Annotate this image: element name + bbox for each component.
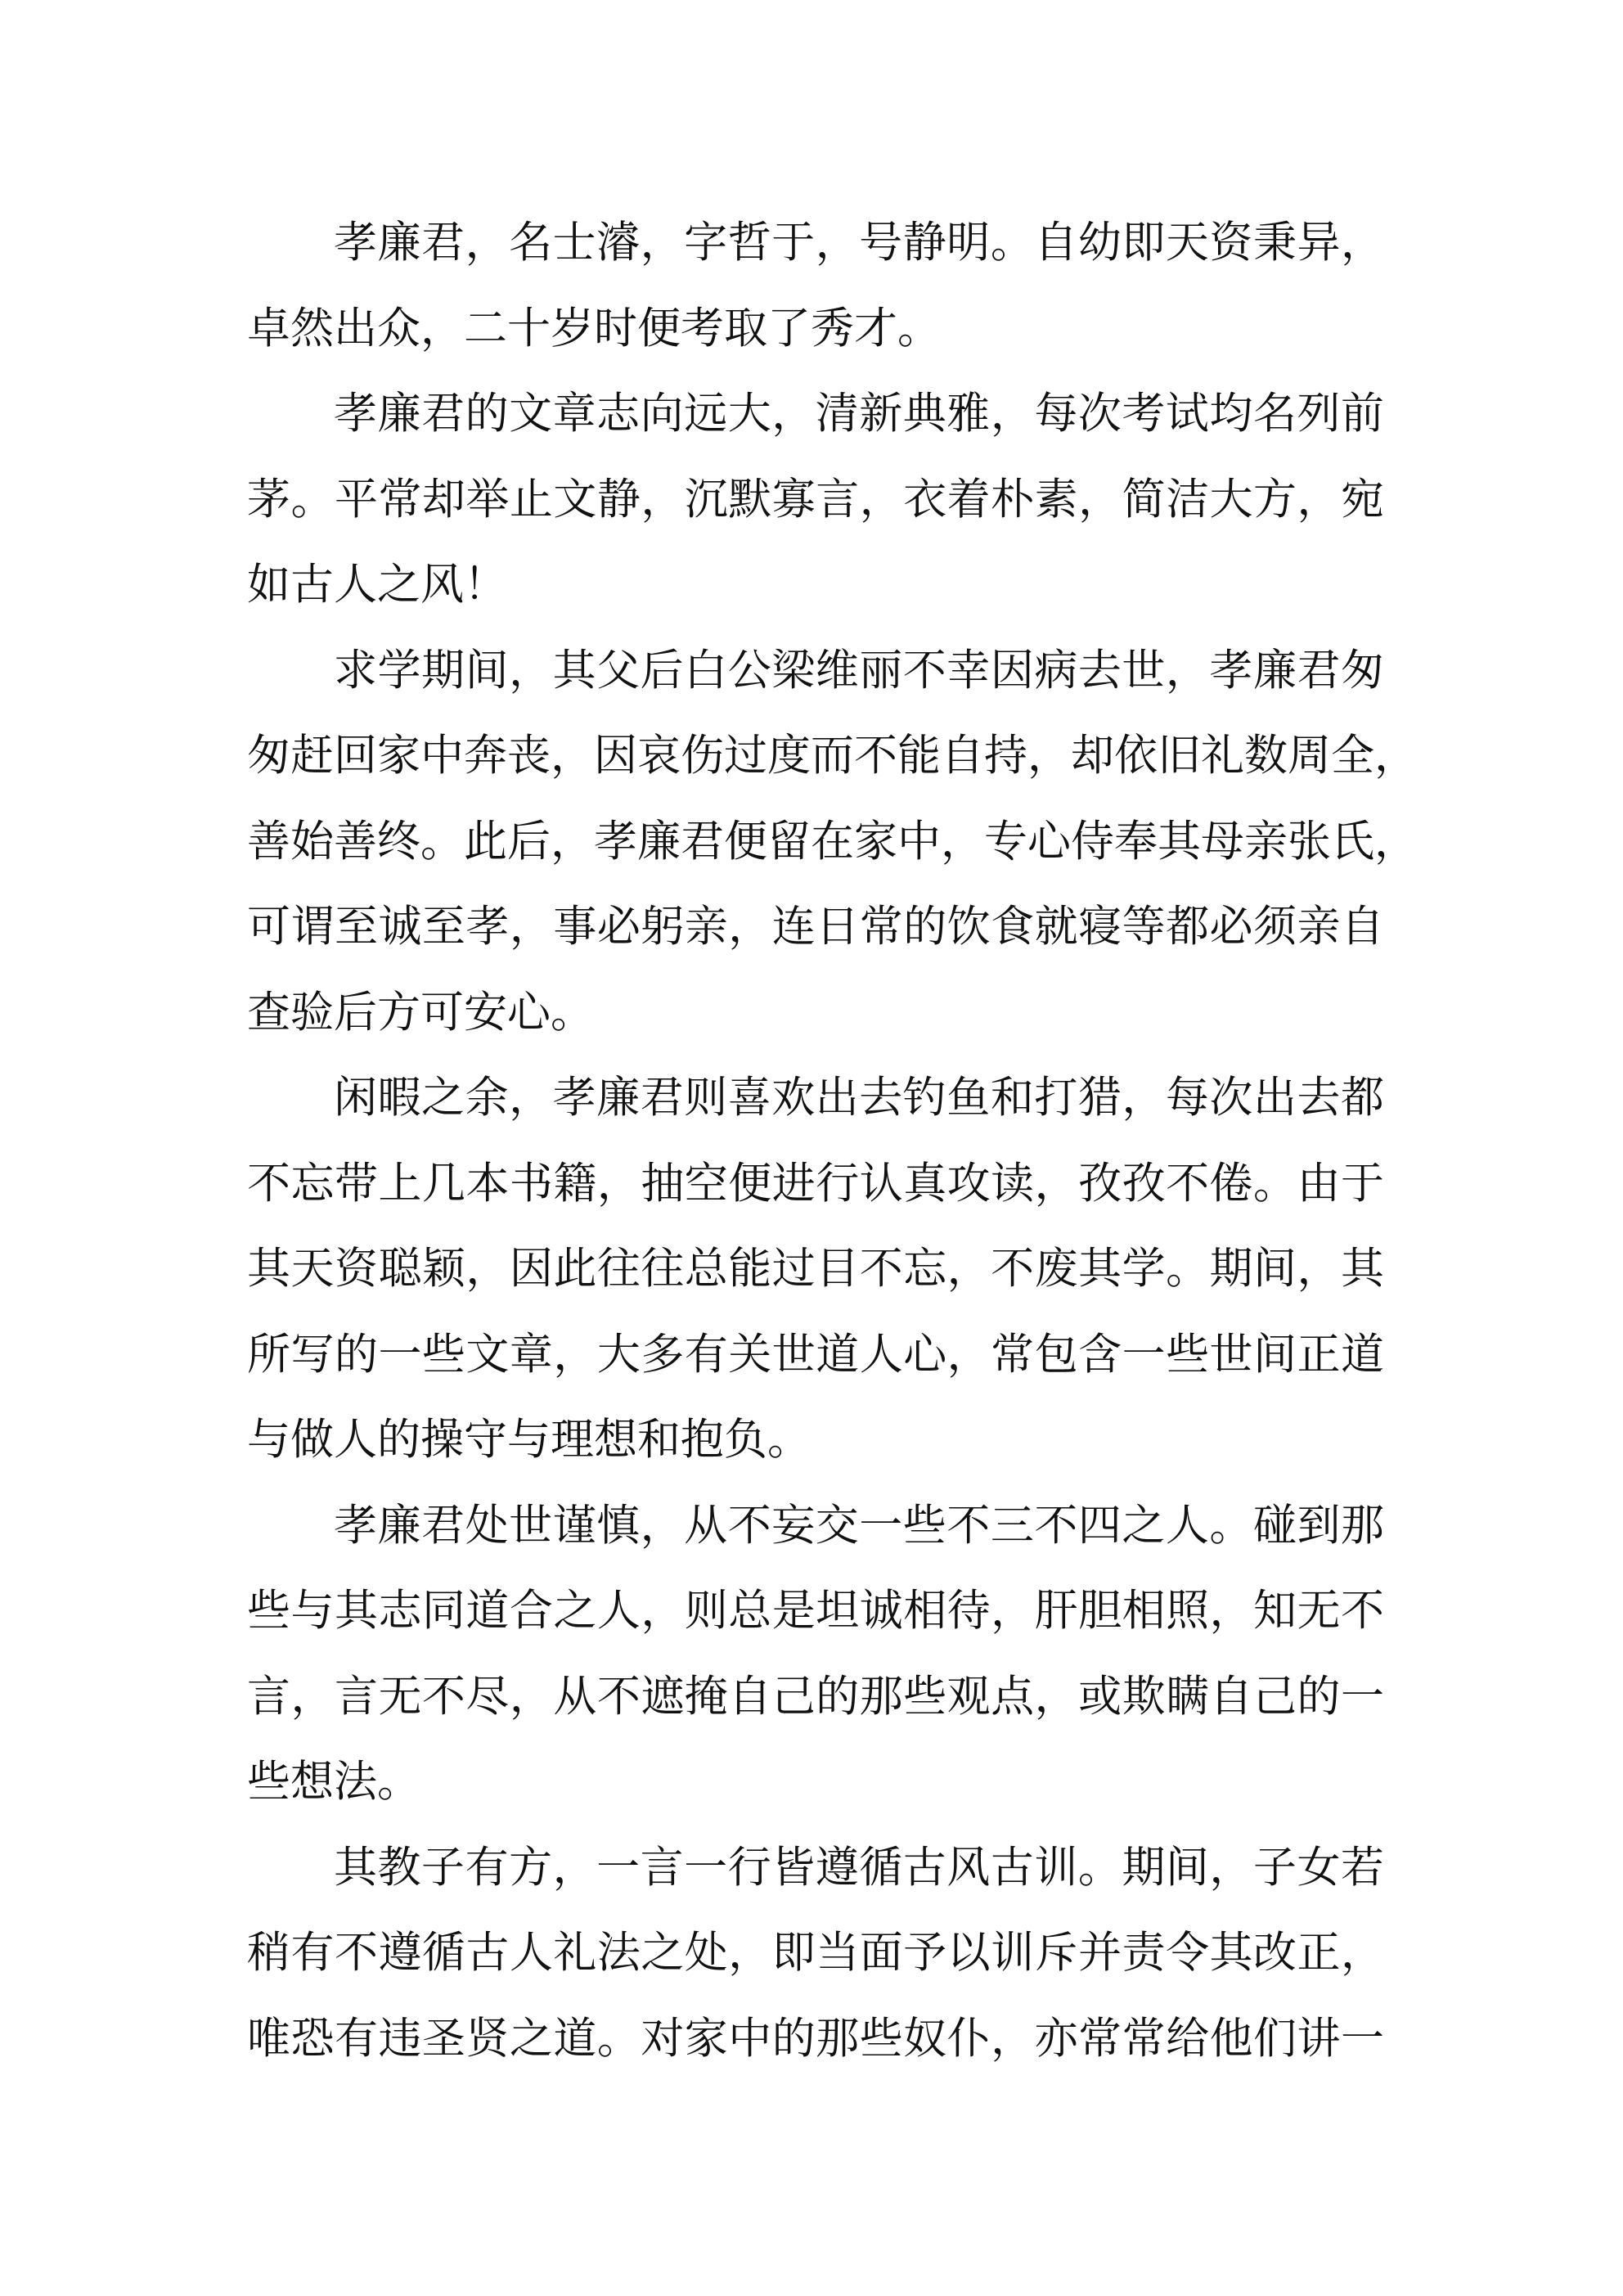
text-line: 些想法。 [247,1757,420,1807]
text-line: 如古人之风！ [247,560,507,610]
text-line: 求学期间，其父后白公梁维丽不幸因病去世，孝廉君匆 [334,645,1384,696]
text-line: 查验后方可安心。 [247,987,594,1038]
text-line: 孝廉君处世谨慎，从不妄交一些不三不四之人。碰到那 [334,1500,1384,1551]
text-line: 孝廉君，名士濬，字哲于，号静明。自幼即天资秉异， [334,218,1384,268]
text-line: 其教子有方，一言一行皆遵循古风古训。期间，子女若 [334,1842,1384,1893]
text-line: 闲暇之余，孝廉君则喜欢出去钓鱼和打猎，每次出去都 [334,1073,1384,1123]
text-line: 所写的一些文章，大多有关世道人心，常包含一些世间正道 [247,1329,1384,1380]
text-line: 唯恐有违圣贤之道。对家中的那些奴仆，亦常常给他们讲一 [247,2013,1384,2064]
text-line: 卓然出众，二十岁时便考取了秀才。 [247,303,941,353]
text-line: 匆赶回家中奔丧，因哀伤过度而不能自持，却依旧礼数周全， [247,731,1418,781]
text-line: 些与其志同道合之人，则总是坦诚相待，肝胆相照，知无不 [247,1586,1384,1636]
text-line: 可谓至诚至孝，事必躬亲，连日常的饮食就寝等都必须亲自 [247,902,1384,952]
text-line: 与做人的操守与理想和抱负。 [247,1415,811,1465]
text-line: 其天资聪颖，因此往往总能过目不忘，不废其学。期间，其 [247,1244,1384,1294]
text-line: 不忘带上几本书籍，抽空便进行认真攻读，孜孜不倦。由于 [247,1158,1384,1209]
text-line: 茅。平常却举止文静，沉默寡言，衣着朴素，简洁大方，宛 [247,474,1384,524]
text-line: 稍有不遵循古人礼法之处，即当面予以训斥并责令其改正， [247,1928,1384,1978]
text-line: 善始善终。此后，孝廉君便留在家中，专心侍奉其母亲张氏， [247,816,1418,867]
text-line: 孝廉君的文章志向远大，清新典雅，每次考试均名列前 [334,389,1384,439]
document-body [247,200,1418,2082]
text-line: 言，言无不尽，从不遮掩自己的那些观点，或欺瞒自己的一 [247,1671,1384,1722]
